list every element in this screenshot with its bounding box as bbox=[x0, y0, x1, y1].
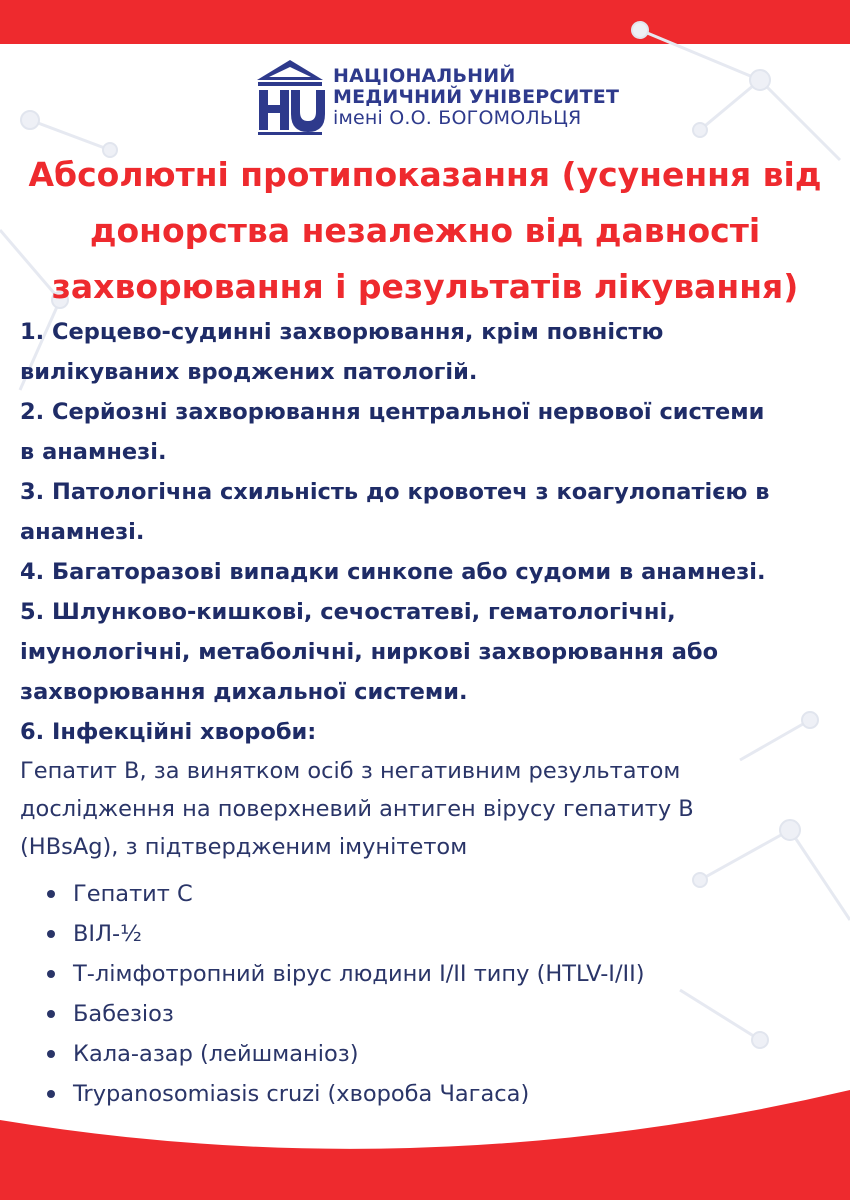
bullet-dot-icon bbox=[47, 1090, 55, 1098]
bullet-item: ВІЛ-½ bbox=[20, 914, 835, 954]
list-item-cns: 2. Серйозні захворювання центральної нервової системи в анамнезі. bbox=[20, 399, 765, 465]
bullet-item: Кала-азар (лейшманіоз) bbox=[20, 1034, 835, 1074]
title-line-3: захворювання і результатів лікування) bbox=[51, 267, 799, 306]
bullet-dot-icon bbox=[47, 1050, 55, 1058]
university-logo bbox=[255, 57, 619, 137]
bullet-item: Бабезіоз bbox=[20, 994, 835, 1034]
list-item-syncope: 4. Багаторазові випадки синкопе або судоми в анамнезі. bbox=[20, 559, 766, 585]
logo-line-2: МЕДИЧНИЙ УНІВЕРСИТЕТ bbox=[333, 85, 620, 108]
university-logo-icon bbox=[255, 58, 325, 136]
bullet-dot-icon bbox=[47, 1010, 55, 1018]
logo-line-3: імені О.О. БОГОМОЛЬЦЯ bbox=[333, 106, 582, 129]
bullet-item: Гепатит С bbox=[20, 874, 835, 914]
hepatitis-b-note: Гепатит В, за винятком осіб з негативним результатом дослідження на поверхневий антиген вірусу гепатиту В (HBsAg), з підтвердженим імунітетом bbox=[20, 758, 694, 860]
list-item-cardiovascular: 1. Серцево-судинні захворювання, крім повністю вилікуваних вроджених патологій. bbox=[20, 319, 664, 385]
bullet-dot-icon bbox=[47, 930, 55, 938]
bullet-dot-icon bbox=[47, 890, 55, 898]
bullet-item: Trypanosomiasis cruzi (хвороба Чагаса) bbox=[20, 1074, 835, 1114]
infection-bullet-list bbox=[20, 874, 835, 1114]
title-line-2: донорства незалежно від давності bbox=[89, 211, 761, 250]
page-title bbox=[20, 147, 830, 315]
logo-line-1: НАЦІОНАЛЬНИЙ bbox=[333, 64, 516, 87]
title-line-1: Абсолютні протипоказання (усунення від bbox=[28, 155, 822, 194]
list-item-bleeding: 3. Патологічна схильність до кровотеч з коагулопатією в анамнезі. bbox=[20, 479, 770, 545]
list-item-systemic-diseases: 5. Шлунково-кишкові, сечостатеві, гематологічні, імунологічні, метаболічні, ниркові захворювання або захворювання дихальної системи. bbox=[20, 599, 719, 705]
bullet-item: Т-лімфотропний вірус людини I/II типу (HTLV-I/II) bbox=[20, 954, 835, 994]
bullet-dot-icon bbox=[47, 970, 55, 978]
list-item-infectious: 6. Інфекційні хвороби: bbox=[20, 719, 317, 745]
contraindications-list bbox=[20, 312, 835, 1114]
